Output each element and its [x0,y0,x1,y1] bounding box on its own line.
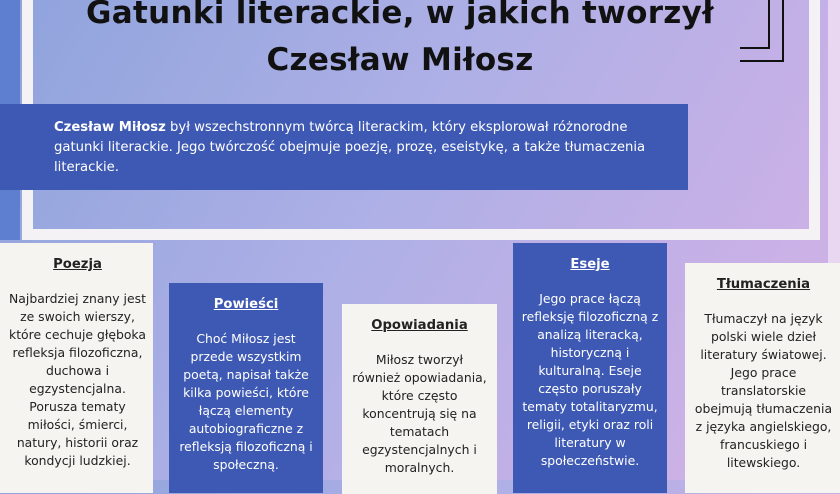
card-title: Eseje [570,257,610,272]
title-line-1: Gatunki literackie, w jakich tworzył [86,0,714,31]
deco-line-h2 [740,60,784,62]
title-line-2: Czesław Miłosz [266,42,534,78]
card-text: Tłumaczył na język polski wiele dzieł literatury światowej. Jego prace translatorskie obejmują tłumaczenia z języka angielskiego, francuskiego i litewskiego. [694,311,833,470]
card-title: Tłumaczenia [716,277,811,292]
card-opowiadania [342,304,497,494]
page-title [40,0,760,85]
card-eseje [513,243,667,493]
card-text: Choć Miłosz jest przede wszystkim poetą, napisał także kilka powieści, które łączą elementy autobiograficzne z refleksją filozoficzną i społeczną. [179,331,313,472]
card-title: Powieści [213,297,279,312]
deco-line-v2 [782,0,784,62]
deco-line-h1 [740,47,770,49]
card-text: Najbardziej znany jest ze swoich wierszy, które cechuje głęboka refleksja filozoficzna, duchowa i egzystencjalna. Porusza tematy miłości, śmierci, natury, historii oraz kondycji ludzkiej. [9,291,146,468]
right-accent-bar [828,0,840,280]
card-tlumaczenia [685,263,840,493]
card-text: Jego prace łączą refleksję filozoficzną z analizą literacką, historyczną i kulturalną. Eseje często poruszały tematy totalitaryzmu, religii, etyki oraz roli literatury w społeczeństwie. [521,291,659,468]
card-title: Poezja [53,257,102,272]
card-text: Miłosz tworzył również opowiadania, które często koncentrują się na tematach egzystencjalnych i moralnych. [352,352,487,475]
card-powiesci [169,283,323,493]
intro-author: Czesław Miłosz [54,120,166,135]
intro-text: był wszechstronnym twórcą literackim, który eksplorował różnorodne gatunki literackie. Jego twórczość obejmuje poezję, prozę, eseistykę, a także tłumaczenia literackie. [54,120,646,175]
card-poezja [0,243,153,493]
deco-line-v1 [768,0,770,49]
intro-box [0,104,688,190]
card-title: Opowiadania [371,318,468,333]
